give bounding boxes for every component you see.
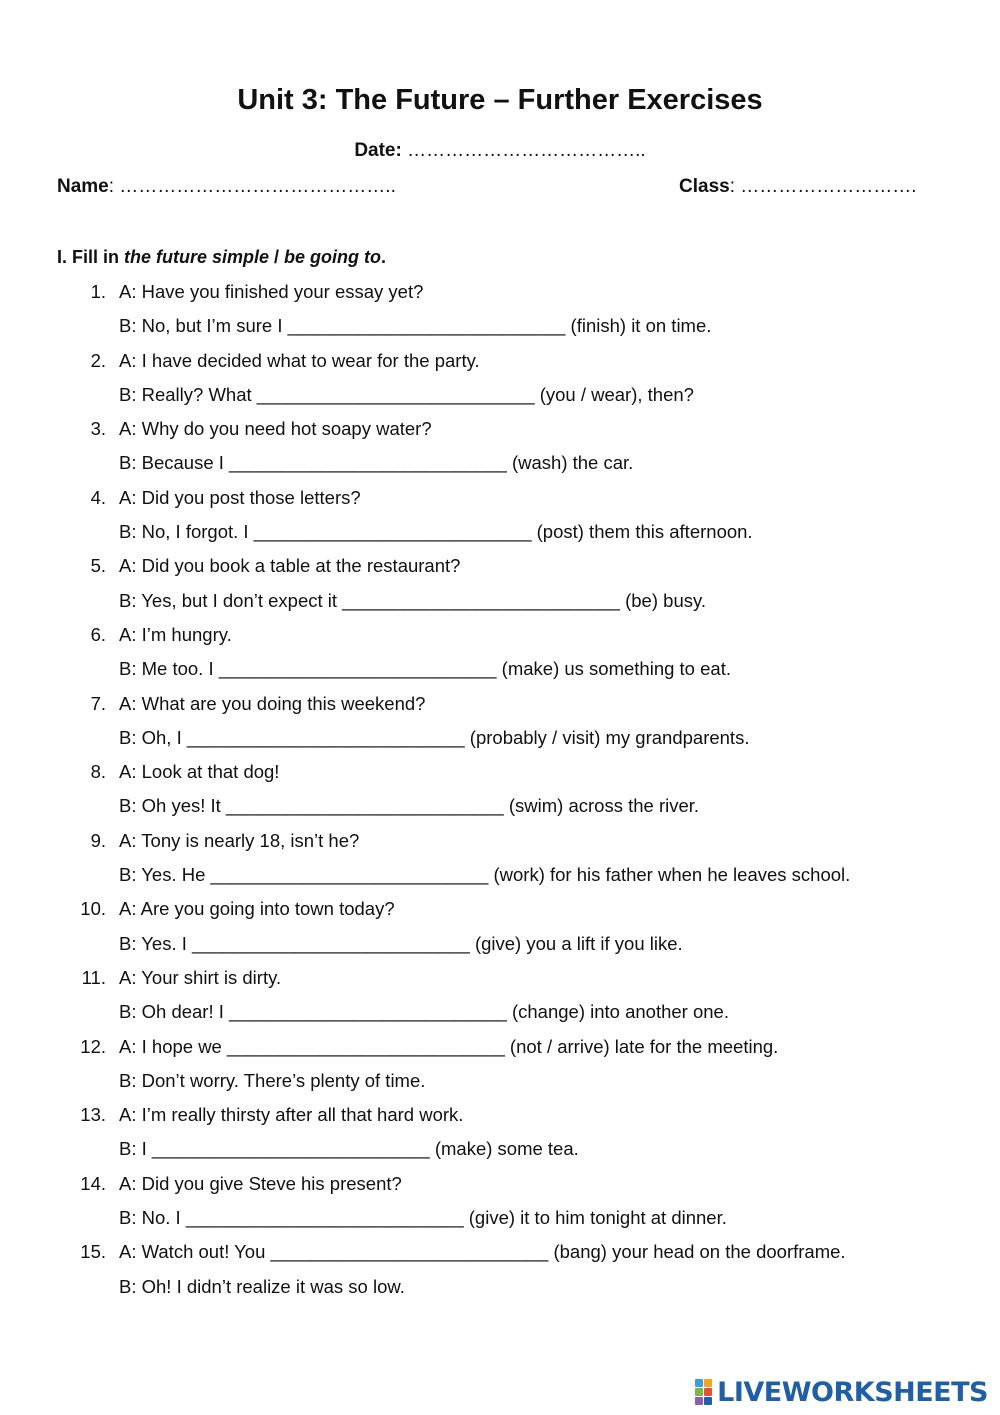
exercise-line-b xyxy=(0,1201,1000,1235)
exercise-number: 9. xyxy=(90,829,106,851)
section-emphasis-future-simple: the future simple xyxy=(124,247,270,267)
exercise-line-a xyxy=(0,961,1000,995)
exercise-speaker-a: A: Tony is nearly 18, isn’t he? xyxy=(119,829,360,851)
exercise-speaker-a: A: I’m hungry. xyxy=(119,623,232,645)
exercise-line-b xyxy=(0,1064,1000,1098)
exercise-number: 2. xyxy=(90,349,106,371)
exercise-number: 3. xyxy=(90,418,106,440)
exercise-list xyxy=(0,275,1000,1304)
class-dots: : ………………………. xyxy=(729,176,917,197)
exercise-item xyxy=(0,687,1000,756)
logo-mark-square xyxy=(704,1379,712,1387)
exercise-speaker-b: B: I ___________________________ (make) some tea. xyxy=(119,1138,579,1160)
exercise-number: 13. xyxy=(80,1104,106,1126)
exercise-item xyxy=(0,1167,1000,1236)
exercise-speaker-a: A: I hope we ___________________________ (not / arrive) late for the meeting. xyxy=(119,1035,779,1057)
exercise-speaker-b: B: Oh, I ___________________________ (probably / visit) my grandparents. xyxy=(119,726,750,748)
liveworksheets-logo xyxy=(695,1377,988,1407)
name-label: Name xyxy=(57,176,109,197)
logo-mark-square xyxy=(695,1379,703,1387)
exercise-speaker-a: A: Your shirt is dirty. xyxy=(119,966,282,988)
exercise-number: 5. xyxy=(90,555,106,577)
exercise-item xyxy=(0,481,1000,550)
logo-mark-square xyxy=(704,1388,712,1396)
exercise-item xyxy=(0,1030,1000,1099)
section-emphasis-going-to: be going to xyxy=(284,247,382,267)
exercise-speaker-b: B: Because I ___________________________ (wash) the car. xyxy=(119,452,634,474)
exercise-line-b xyxy=(0,515,1000,549)
exercise-number: 6. xyxy=(90,623,106,645)
class-label: Class xyxy=(679,176,730,197)
exercise-item xyxy=(0,1235,1000,1304)
exercise-line-b xyxy=(0,652,1000,686)
exercise-speaker-b: B: Yes, but I don’t expect it ___________________________ (be) busy. xyxy=(119,589,706,611)
exercise-item xyxy=(0,961,1000,1030)
section-heading xyxy=(57,247,386,268)
exercise-line-b xyxy=(0,584,1000,618)
exercise-line-a xyxy=(0,275,1000,309)
exercise-speaker-a: A: I’m really thirsty after all that hard work. xyxy=(119,1104,464,1126)
exercise-line-a xyxy=(0,892,1000,926)
exercise-line-b xyxy=(0,309,1000,343)
exercise-line-b xyxy=(0,789,1000,823)
class-field xyxy=(679,176,917,198)
exercise-item xyxy=(0,1098,1000,1167)
exercise-line-b xyxy=(0,378,1000,412)
exercise-line-b xyxy=(0,1132,1000,1166)
name-field xyxy=(57,176,396,198)
exercise-number: 12. xyxy=(80,1035,106,1057)
date-label: Date: xyxy=(354,140,402,161)
exercise-speaker-b: B: Me too. I ___________________________ (make) us something to eat. xyxy=(119,658,731,680)
exercise-speaker-a: A: What are you doing this weekend? xyxy=(119,692,426,714)
exercise-line-a xyxy=(0,755,1000,789)
exercise-item xyxy=(0,275,1000,344)
section-prefix: I. Fill in xyxy=(57,247,124,267)
exercise-line-a xyxy=(0,1167,1000,1201)
logo-mark-square xyxy=(695,1397,703,1405)
exercise-line-a xyxy=(0,1030,1000,1064)
exercise-speaker-b: B: No, but I’m sure I ___________________________ (finish) it on time. xyxy=(119,315,712,337)
exercise-line-a xyxy=(0,549,1000,583)
exercise-speaker-b: B: No. I ___________________________ (give) it to him tonight at dinner. xyxy=(119,1207,727,1229)
exercise-speaker-a: A: Are you going into town today? xyxy=(119,898,395,920)
exercise-number: 11. xyxy=(81,966,106,988)
exercise-speaker-a: A: Why do you need hot soapy water? xyxy=(119,418,432,440)
section-separator: / xyxy=(269,247,285,267)
exercise-speaker-b: B: No, I forgot. I ___________________________ (post) them this afternoon. xyxy=(119,521,753,543)
exercise-line-a xyxy=(0,344,1000,378)
exercise-item xyxy=(0,824,1000,893)
exercise-number: 4. xyxy=(90,486,106,508)
exercise-line-b xyxy=(0,927,1000,961)
liveworksheets-logo-text: LIVEWORKSHEETS xyxy=(717,1376,988,1408)
logo-mark-square xyxy=(704,1397,712,1405)
exercise-line-b xyxy=(0,995,1000,1029)
logo-mark-square xyxy=(695,1388,703,1396)
exercise-number: 7. xyxy=(90,692,106,714)
exercise-number: 10. xyxy=(80,898,106,920)
date-field xyxy=(0,140,1000,162)
exercise-number: 8. xyxy=(90,761,106,783)
page-title: Unit 3: The Future – Further Exercises xyxy=(237,84,763,116)
exercise-speaker-b: B: Oh yes! It ___________________________ (swim) across the river. xyxy=(119,795,700,817)
exercise-speaker-a: A: I have decided what to wear for the party. xyxy=(119,349,480,371)
exercise-line-b xyxy=(0,1270,1000,1304)
exercise-number: 1. xyxy=(90,281,106,302)
exercise-speaker-a: A: Did you post those letters? xyxy=(119,486,361,508)
exercise-item xyxy=(0,755,1000,824)
exercise-line-a xyxy=(0,412,1000,446)
exercise-speaker-a: A: Look at that dog! xyxy=(119,761,280,783)
exercise-item xyxy=(0,618,1000,687)
name-dots: : …………………………………….. xyxy=(108,176,396,197)
exercise-speaker-b: B: Yes. I ___________________________ (give) you a lift if you like. xyxy=(119,932,683,954)
exercise-item xyxy=(0,344,1000,413)
exercise-speaker-b: B: Really? What ___________________________ (you / wear), then? xyxy=(119,383,694,405)
exercise-item xyxy=(0,892,1000,961)
exercise-speaker-b: B: Oh! I didn’t realize it was so low. xyxy=(119,1275,405,1297)
exercise-speaker-a: A: Have you finished your essay yet? xyxy=(119,281,424,302)
exercise-line-a xyxy=(0,687,1000,721)
exercise-line-b xyxy=(0,446,1000,480)
exercise-speaker-a: A: Watch out! You ___________________________ (bang) your head on the doorframe. xyxy=(119,1241,846,1263)
exercise-number: 14. xyxy=(80,1172,106,1194)
exercise-line-a xyxy=(0,1235,1000,1269)
exercise-speaker-b: B: Yes. He ___________________________ (work) for his father when he leaves school. xyxy=(119,864,851,886)
exercise-item xyxy=(0,412,1000,481)
exercise-line-a xyxy=(0,824,1000,858)
liveworksheets-logo-icon xyxy=(695,1379,712,1405)
exercise-line-a xyxy=(0,1098,1000,1132)
exercise-line-a xyxy=(0,481,1000,515)
section-suffix: . xyxy=(381,247,387,267)
exercise-speaker-a: A: Did you give Steve his present? xyxy=(119,1172,402,1194)
exercise-speaker-b: B: Oh dear! I ___________________________ (change) into another one. xyxy=(119,1001,729,1023)
date-dots: ……………………………….. xyxy=(401,140,646,161)
exercise-line-a xyxy=(0,618,1000,652)
exercise-speaker-a: A: Did you book a table at the restaurant? xyxy=(119,555,461,577)
exercise-line-b xyxy=(0,858,1000,892)
exercise-speaker-b: B: Don’t worry. There’s plenty of time. xyxy=(119,1069,426,1091)
exercise-line-b xyxy=(0,721,1000,755)
exercise-number: 15. xyxy=(80,1241,106,1263)
exercise-item xyxy=(0,549,1000,618)
